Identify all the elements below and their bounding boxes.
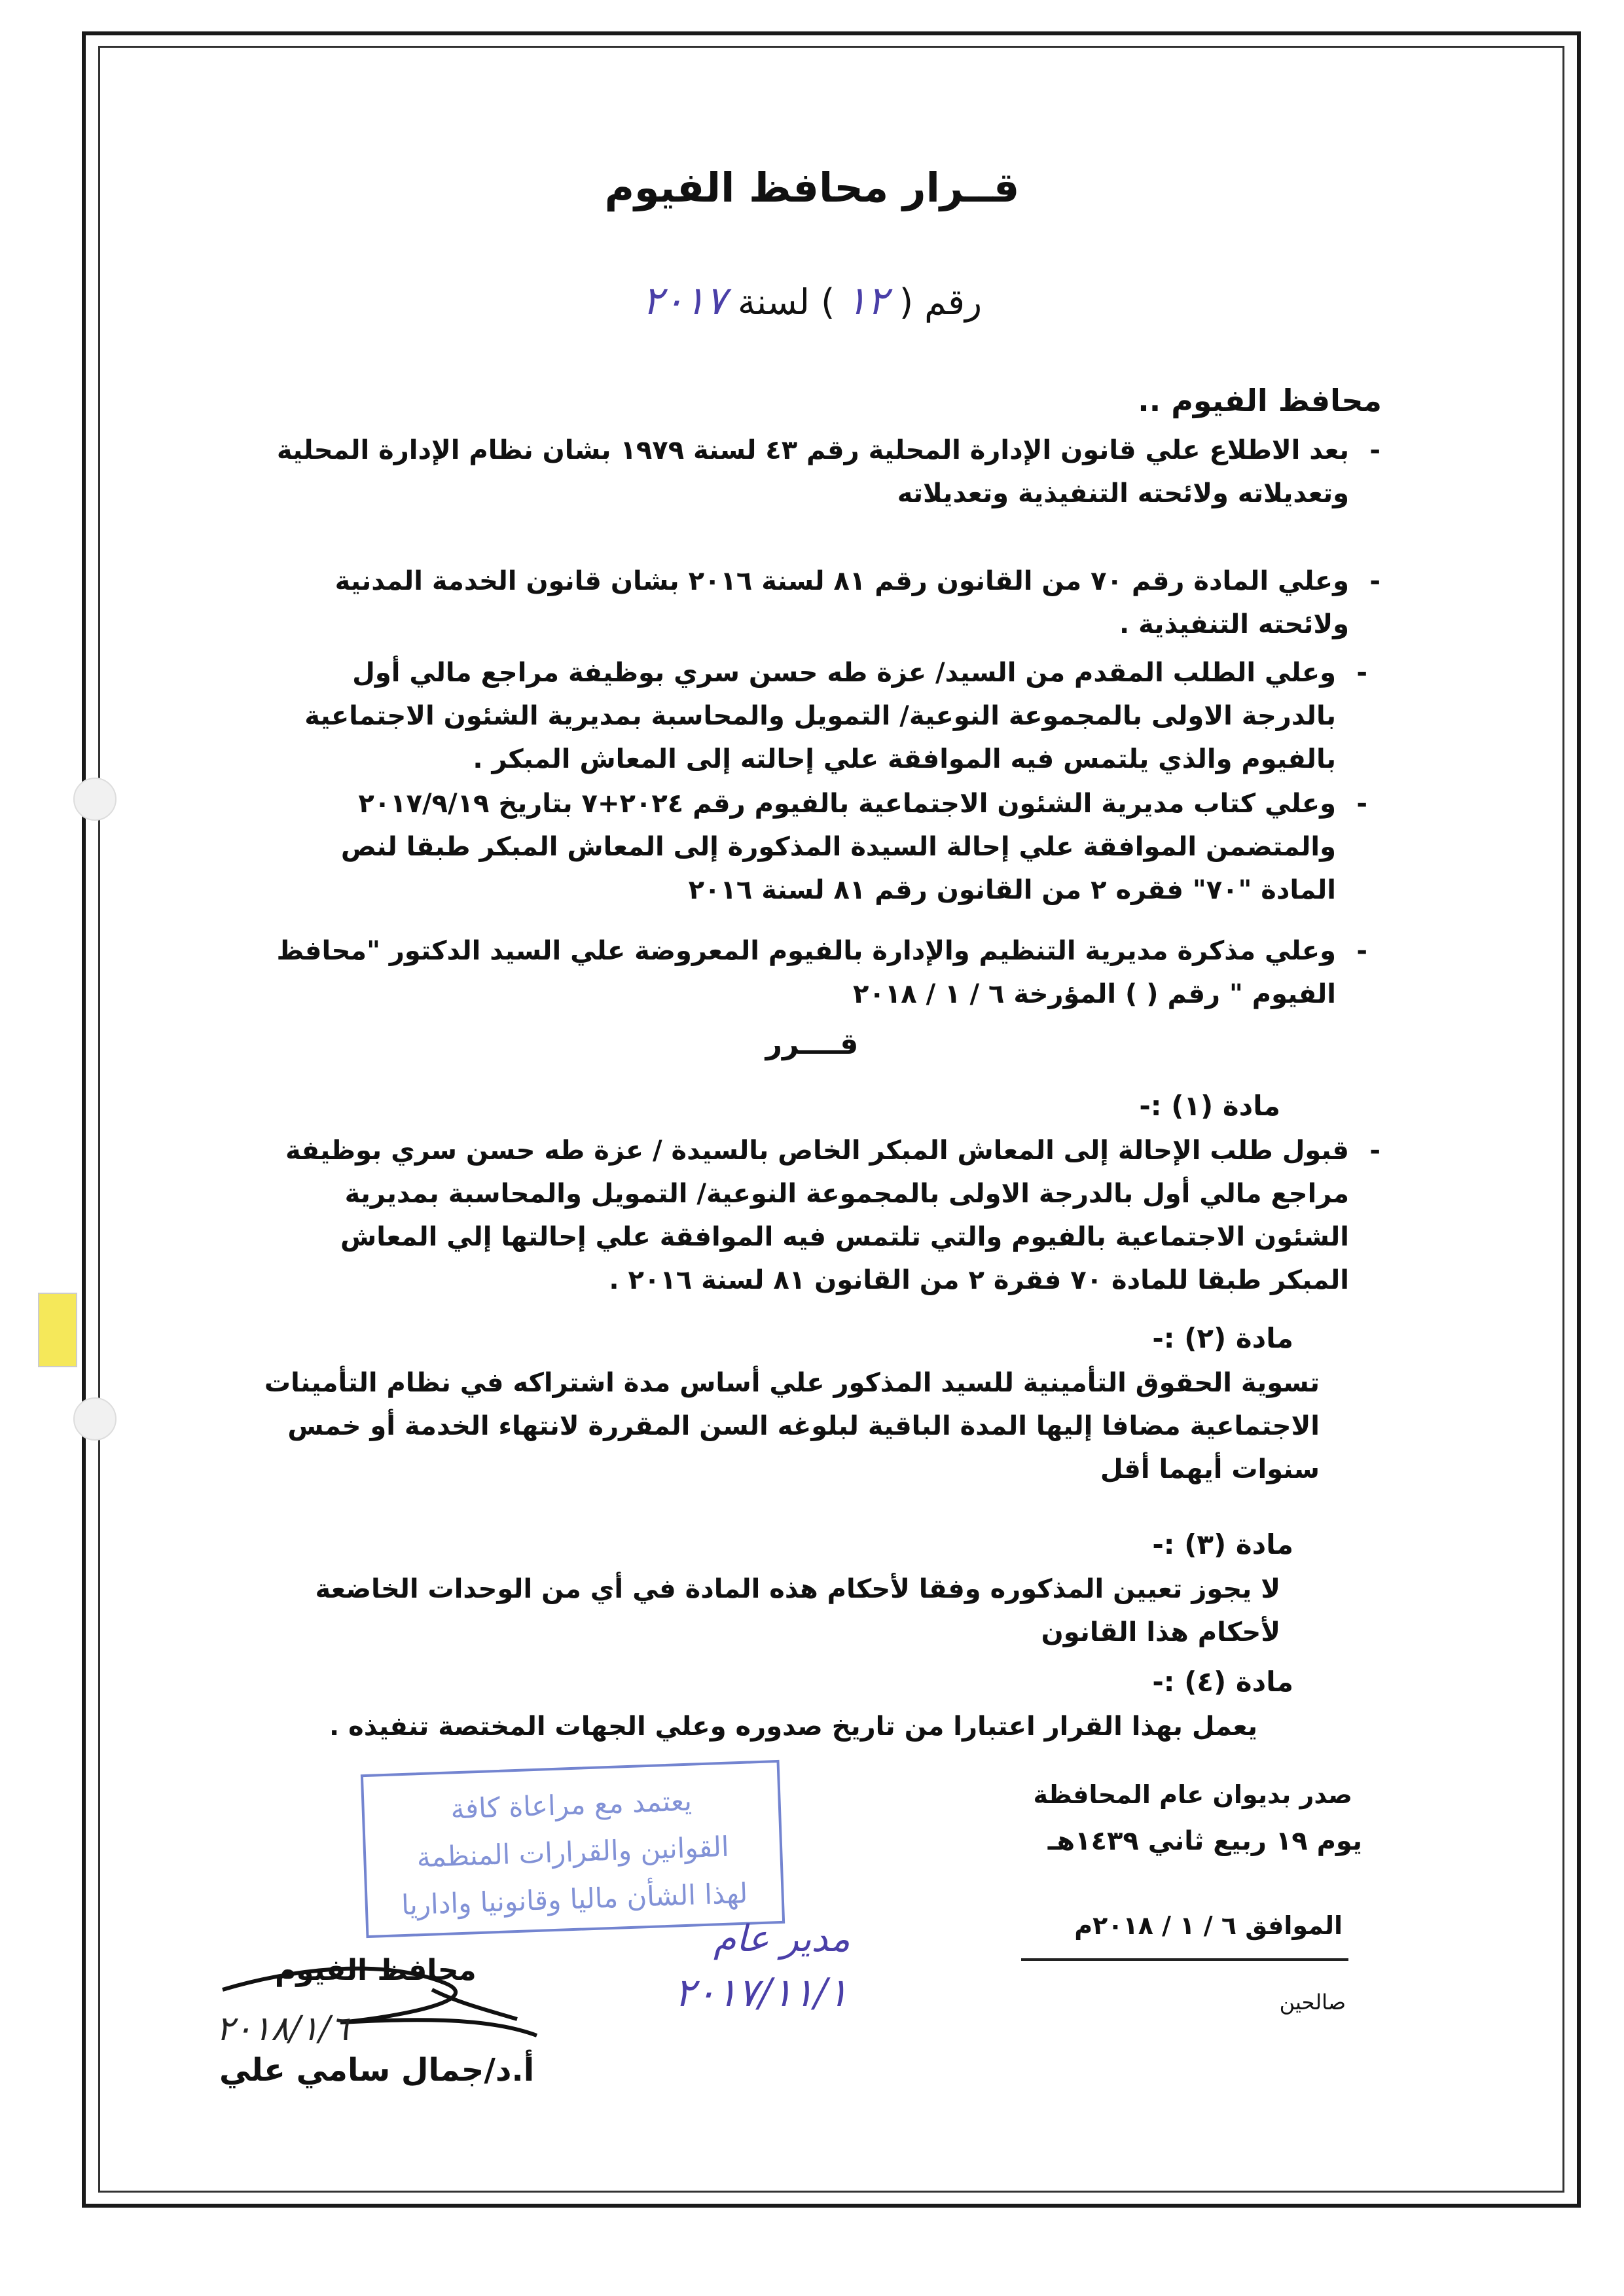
preamble-text: وعلي مذكرة مديرية التنظيم والإدارة بالفيوم المعروضة علي السيد الدكتور "محافظ الفيوم " رقم ( ) المؤرخة ٦ / ١ / ٢٠١٨	[276, 936, 1336, 1009]
issuer-heading: محافظ الفيوم ..	[1138, 383, 1382, 418]
article-1-title: مادة (١) :-	[1139, 1090, 1280, 1122]
handwritten-date: ٢٠١٧/١١/١	[674, 1970, 849, 2016]
governor-name: أ.د/جمال سامي علي	[219, 2052, 535, 2089]
preamble-item	[269, 560, 1380, 646]
signature-date: ٢٠١٨/١/٦	[216, 2009, 349, 2049]
preamble-item	[262, 782, 1367, 912]
stamp-line: القوانين والقرارات المنظمة	[416, 1830, 730, 1874]
handwritten-title: مدير عام	[713, 1918, 850, 1960]
stamp-line: لهذا الشأن ماليا وقانونيا واداريا	[401, 1876, 748, 1922]
preamble-text: وعلي الطلب المقدم من السيد/ عزة طه حسن سري بوظيفة مراجع مالي أول بالدرجة الاولى بالمجموعة النوعية/ التمويل والمحاسبة بمديرية الشئون الاجتماعية بالفيوم والذي يلتمس فيه الموافقة علي إحالته إلى المعاش المبكر .	[304, 658, 1336, 774]
number-prefix: رقم (	[899, 281, 983, 323]
page-inner-border	[98, 46, 1564, 2193]
bullet-dash: -	[1369, 1136, 1380, 1166]
bullet-dash: -	[1356, 936, 1367, 966]
article-2-text: تسوية الحقوق التأمينية للسيد المذكور علي أساس مدة اشتراكه في نظام التأمينات الاجتماعية مضافا إليها المدة الباقية لبلوغه السن المقررة لانتهاء الخدمة أو خمس سنوات أيهما أقل	[264, 1368, 1320, 1484]
preamble-item	[262, 929, 1367, 1016]
gregorian-date: الموافق ٦ / ١ / ٢٠١٨م	[1074, 1911, 1343, 1940]
preamble-item	[269, 429, 1380, 515]
sticky-tab	[38, 1293, 77, 1367]
number-handwritten: ١٢	[846, 278, 888, 324]
punch-hole	[73, 1397, 117, 1441]
preamble-text: بعد الاطلاع علي قانون الإدارة المحلية رقم ٤٣ لسنة ١٩٧٩ بشان نظام الإدارة المحلية وتعديلاته ولائحته التنفيذية وتعديلاته	[276, 435, 1349, 509]
article-3-text: لا يجوز تعيين المذكوره وفقا لأحكام هذه المادة في أي من الوحدات الخاضعة لأحكام هذا القانون	[315, 1574, 1280, 1647]
bullet-dash: -	[1356, 789, 1367, 819]
bullet-dash: -	[1369, 566, 1380, 596]
article-text: قبول طلب الإحالة إلى المعاش المبكر الخاص بالسيدة / عزة طه حسن سري بوظيفة مراجع مالي أول بالدرجة الاولى بالمجموعة النوعية/ التمويل والمحاسبة بمديرية الشئون الاجتماعية بالفيوم والتي تلتمس فيه الموافقة علي إحالتها إلي المعاش المبكر طبقا للمادة ٧٠ فقرة ٢ من القانون ٨١ لسنة ٢٠١٦ .	[285, 1136, 1349, 1295]
stamp-line: يعتمد مع مراعاة كافة	[450, 1784, 693, 1825]
preamble-text: وعلي المادة رقم ٧٠ من القانون رقم ٨١ لسنة ٢٠١٦ بشان قانون الخدمة المدنية ولائحته التنفيذية .	[334, 566, 1349, 639]
year-handwritten: ٢٠١٧	[641, 278, 727, 324]
date-underline	[1021, 1958, 1348, 1961]
bullet-dash: -	[1369, 435, 1380, 465]
preamble-text: وعلي كتاب مديرية الشئون الاجتماعية بالفيوم رقم ٢٠٢٤+٧ بتاريخ ٢٠١٧/٩/١٩ والمتضمن الموافقة علي إحالة السيدة المذكورة إلى المعاش المبكر طبقا لنص المادة "٧٠" فقره ٢ من القانون رقم ٨١ لسنة ٢٠١٦	[340, 789, 1336, 905]
article-4-text: يعمل بهذا القرار اعتبارا من تاريخ صدوره وعلي الجهات المختصة تنفيذه .	[329, 1712, 1257, 1742]
preamble-item	[269, 651, 1367, 781]
decision-word: قــــرر	[765, 1028, 859, 1061]
approval-stamp	[361, 1760, 785, 1938]
article-2-title: مادة (٢) :-	[1152, 1322, 1293, 1354]
number-suffix: ) لسنة	[738, 281, 835, 323]
decree-number	[0, 278, 1624, 324]
decree-title: قــرار محافظ الفيوم	[604, 164, 1020, 211]
issued-at: صدر بديوان عام المحافظة	[1033, 1780, 1352, 1809]
hijri-date: يوم ١٩ ربيع ثاني ١٤٣٩هـ	[1047, 1826, 1362, 1856]
punch-hole	[73, 778, 117, 821]
governor-title: محافظ الفيوم	[275, 1954, 477, 1987]
article-3-title: مادة (٣) :-	[1152, 1528, 1293, 1560]
article-4-title: مادة (٤) :-	[1152, 1666, 1293, 1698]
typist-name: صالحين	[1279, 1990, 1346, 2015]
article-1-text	[262, 1129, 1380, 1302]
bullet-dash: -	[1356, 658, 1367, 688]
